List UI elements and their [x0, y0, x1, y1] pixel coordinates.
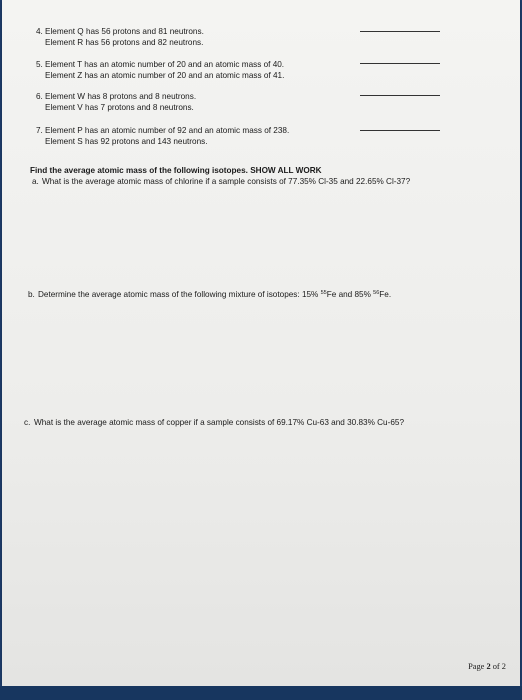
question-text [45, 59, 284, 81]
answer-blank[interactable] [360, 95, 440, 96]
desk-background [0, 686, 522, 700]
question-line: Element W has 8 protons and 8 neutrons. [45, 92, 197, 101]
answer-blank[interactable] [360, 130, 440, 131]
part-text [38, 290, 391, 299]
question-number: 7. [36, 126, 43, 135]
question-line: Element Z has an atomic number of 20 and an atomic mass of 41. [45, 71, 285, 80]
question-line: Element V has 7 protons and 8 neutrons. [45, 103, 194, 112]
question-line: Element Q has 56 protons and 81 neutrons. [45, 27, 204, 36]
worksheet-page [2, 0, 520, 686]
question-text [45, 26, 204, 48]
part-text: What is the average atomic mass of copper if a sample consists of 69.17% Cu-63 and 30.83% Cu-65? [34, 418, 404, 427]
question-line: Element S has 92 protons and 143 neutrons. [45, 137, 208, 146]
answer-blank[interactable] [360, 63, 440, 64]
page-number-total: of 2 [490, 662, 506, 671]
question-line: Element P has an atomic number of 92 and an atomic mass of 238. [45, 126, 290, 135]
question-text [45, 125, 289, 147]
section-heading: Find the average atomic mass of the following isotopes. SHOW ALL WORK [30, 166, 322, 175]
part-label: a. [32, 177, 39, 186]
part-text: What is the average atomic mass of chlorine if a sample consists of 77.35% Cl-35 and 22.65% Cl-37? [42, 177, 411, 186]
isotope-mass-number: 55 [320, 290, 327, 296]
page-number [468, 662, 506, 671]
question-number: 5. [36, 60, 43, 69]
question-number: 4. [36, 27, 43, 36]
answer-blank[interactable] [360, 31, 440, 32]
page-number-prefix: Page [468, 662, 487, 671]
question-number: 6. [36, 92, 43, 101]
part-text-segment: Fe and 85% [326, 290, 374, 299]
question-line: Element R has 56 protons and 82 neutrons. [45, 38, 204, 47]
part-label: c. [24, 418, 31, 427]
question-line: Element T has an atomic number of 20 and an atomic mass of 40. [45, 60, 285, 69]
part-label: b. [28, 290, 35, 299]
page-number-current: 2 [486, 662, 491, 671]
part-text-segment: Fe. [379, 290, 392, 299]
question-text [45, 91, 196, 113]
part-text-segment: Determine the average atomic mass of the following mixture of isotopes: 15% [38, 290, 321, 299]
isotope-mass-number: 56 [373, 290, 380, 296]
